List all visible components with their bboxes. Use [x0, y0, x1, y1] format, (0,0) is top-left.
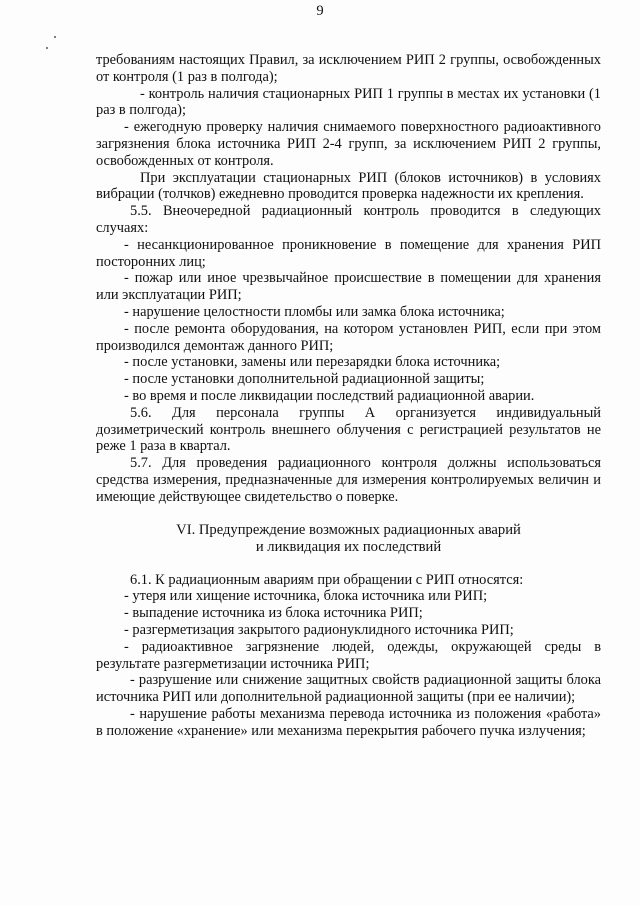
paragraph: - разрушение или снижение защитных свойств радиационной защиты блока источника РИП или дополнительной радиационной защиты (при ее наличии);: [96, 672, 601, 706]
paragraph: - утеря или хищение источника, блока источника или РИП;: [124, 588, 488, 605]
paragraph: - пожар или иное чрезвычайное происшествие в помещении для хранения или эксплуатации РИП;: [96, 270, 601, 304]
paragraph: - после установки, замены или перезарядки блока источника;: [124, 354, 501, 371]
paragraph: 5.6. Для персонала группы А организуется индивидуальный дозиметрический контроль внешнего облучения с регистрацией результатов не реже 1 раза в квартал.: [96, 404, 601, 455]
paragraph: - нарушение целостности пломбы или замка блока источника;: [124, 303, 505, 320]
paragraph: - нарушение работы механизма перевода источника из положения «работа» в положение «хранение» или механизма перекрытия рабочего пучка излучения;: [96, 705, 601, 739]
paragraph: - несанкционированное проникновение в помещение для хранения РИП посторонних лиц;: [96, 236, 601, 270]
paragraph: 6.1. К радиационным авариям при обращении с РИП относятся:: [130, 571, 524, 588]
scan-speck: [54, 36, 56, 38]
paragraph: 5.5. Внеочередной радиационный контроль проводится в следующих случаях:: [96, 203, 601, 236]
paragraph: - после ремонта оборудования, на котором установлен РИП, если при этом производился демонтаж данного РИП;: [96, 320, 601, 354]
paragraph: - после установки дополнительной радиационной защиты;: [124, 371, 485, 388]
section-heading-line2: и ликвидация их последствий: [255, 538, 442, 555]
section-heading-line1: VI. Предупреждение возможных радиационных аварий: [176, 521, 521, 538]
paragraph: - во время и после ликвидации последствий радиационной аварии.: [124, 387, 535, 404]
paragraph: - ежегодную проверку наличия снимаемого поверхностного радиоактивного загрязнения блока источника РИП 2-4 групп, за исключением РИП 2 группы, освобожденных от контроля.: [96, 119, 601, 169]
paragraph: - разгерметизация закрытого радионуклидного источника РИП;: [124, 621, 514, 638]
page-number: 9: [316, 3, 324, 19]
document-body: [96, 52, 601, 739]
paragraph: - выпадение источника из блока источника РИП;: [124, 605, 423, 622]
paragraph: - радиоактивное загрязнение людей, одежды, окружающей среды в результате разгерметизации источника РИП;: [96, 638, 601, 672]
paragraph: 5.7. Для проведения радиационного контроля должны использоваться средства измерения, предназначенные для измерения контролируемых величин и имеющие действующее свидетельство о поверке.: [96, 455, 601, 505]
paragraph: требованиям настоящих Правил, за исключением РИП 2 группы, освобожденных от контроля (1 раз в полгода);: [96, 52, 601, 85]
paragraph: - контроль наличия стационарных РИП 1 группы в местах их установки (1 раз в полгода);: [96, 85, 601, 119]
scan-speck: [46, 47, 48, 49]
spacer: [96, 556, 601, 572]
paragraph: При эксплуатации стационарных РИП (блоков источников) в условиях вибрации (толчков) ежедневно проводится проверка надежности их крепления.: [96, 169, 601, 203]
spacer: [96, 506, 601, 522]
